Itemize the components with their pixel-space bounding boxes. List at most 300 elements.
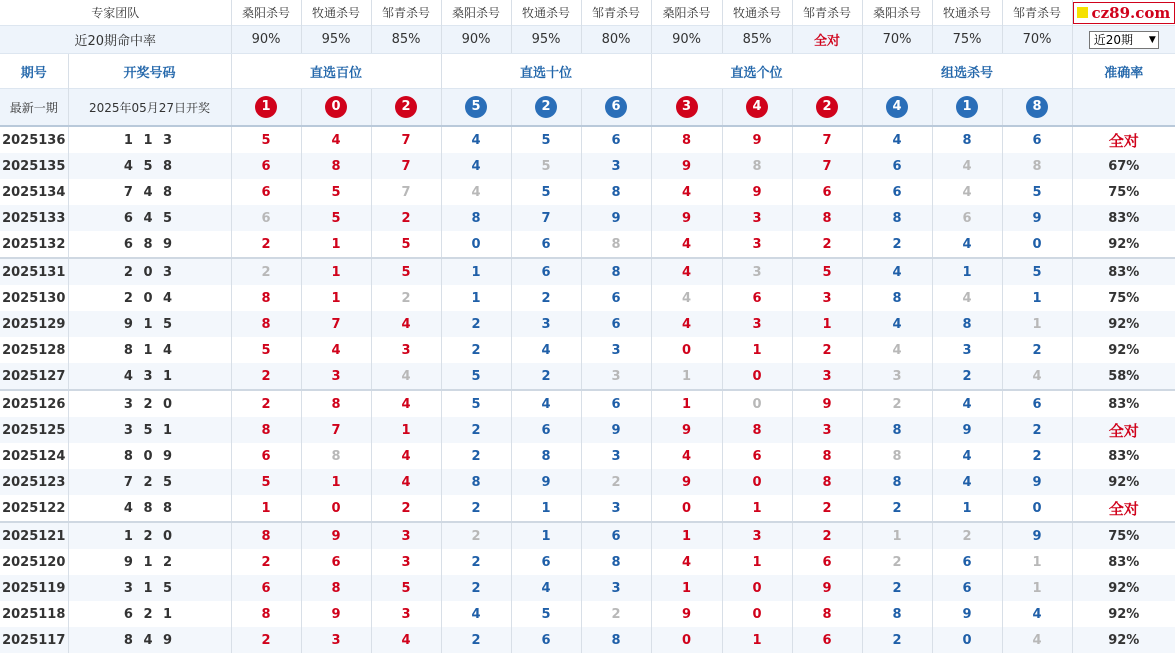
kill-number: 8 (231, 311, 301, 337)
issue-number: 2025126 (0, 390, 68, 417)
draw-numbers: 6 4 5 (68, 205, 231, 231)
expert-name: 牧通杀号 (722, 0, 792, 26)
kill-number: 8 (792, 443, 862, 469)
accuracy-value: 92% (1072, 231, 1175, 258)
hit-rate: 90% (651, 26, 722, 54)
kill-number: 9 (792, 575, 862, 601)
kill-number: 2 (1002, 417, 1072, 443)
kill-number: 4 (932, 153, 1002, 179)
hit-rate: 95% (511, 26, 581, 54)
kill-number: 6 (231, 153, 301, 179)
kill-number: 3 (581, 495, 651, 522)
kill-number: 8 (231, 285, 301, 311)
site-logo[interactable] (1073, 2, 1175, 24)
issue-number: 2025135 (0, 153, 68, 179)
kill-number: 1 (651, 575, 722, 601)
table-row (0, 337, 1175, 363)
kill-number: 1 (651, 390, 722, 417)
kill-number: 5 (371, 231, 441, 258)
kill-number: 9 (792, 390, 862, 417)
table-row (0, 126, 1175, 153)
kill-number: 1 (441, 258, 511, 285)
kill-number: 3 (371, 549, 441, 575)
kill-number: 1 (1002, 285, 1072, 311)
draw-numbers: 7 2 5 (68, 469, 231, 495)
draw-numbers: 6 8 9 (68, 231, 231, 258)
kill-number: 4 (371, 627, 441, 653)
draw-numbers: 8 0 9 (68, 443, 231, 469)
kill-number: 1 (932, 258, 1002, 285)
kill-number: 8 (862, 417, 932, 443)
kill-number: 1 (1002, 311, 1072, 337)
expert-name: 邹青杀号 (371, 0, 441, 26)
kill-number: 0 (722, 363, 792, 390)
latest-ball-cell (231, 89, 301, 127)
kill-number: 5 (441, 363, 511, 390)
kill-number: 3 (792, 417, 862, 443)
kill-number: 2 (1002, 337, 1072, 363)
accuracy-value: 58% (1072, 363, 1175, 390)
kill-number: 4 (651, 258, 722, 285)
kill-number: 1 (651, 363, 722, 390)
kill-number: 8 (581, 179, 651, 205)
expert-name: 邹青杀号 (581, 0, 651, 26)
kill-number: 9 (1002, 469, 1072, 495)
accuracy-value: 83% (1072, 205, 1175, 231)
period-select-cell (1072, 26, 1175, 54)
kill-number: 0 (722, 390, 792, 417)
kill-number: 4 (301, 126, 371, 153)
issue-number: 2025129 (0, 311, 68, 337)
table-row (0, 179, 1175, 205)
accuracy-value: 全对 (1072, 417, 1175, 443)
kill-number: 9 (932, 417, 1002, 443)
accuracy-value: 92% (1072, 601, 1175, 627)
kill-number: 8 (301, 153, 371, 179)
kill-number: 4 (1002, 363, 1072, 390)
kill-number: 8 (862, 205, 932, 231)
kill-number: 1 (651, 522, 722, 549)
number-ball: 2 (816, 96, 838, 118)
kill-number: 4 (301, 337, 371, 363)
kill-number: 6 (581, 126, 651, 153)
hit-rate: 70% (862, 26, 932, 54)
kill-number: 1 (301, 231, 371, 258)
kill-number: 2 (231, 363, 301, 390)
kill-number: 0 (932, 627, 1002, 653)
kill-number: 1 (301, 285, 371, 311)
issue-number: 2025131 (0, 258, 68, 285)
kill-number: 7 (371, 126, 441, 153)
kill-number: 2 (581, 469, 651, 495)
kill-number: 9 (511, 469, 581, 495)
kill-number: 3 (301, 363, 371, 390)
kill-number: 5 (231, 337, 301, 363)
kill-number: 6 (301, 549, 371, 575)
kill-number: 9 (651, 601, 722, 627)
kill-number: 4 (932, 285, 1002, 311)
table-row (0, 285, 1175, 311)
kill-number: 2 (862, 627, 932, 653)
kill-number: 9 (651, 153, 722, 179)
kill-number: 5 (441, 390, 511, 417)
accuracy-value: 75% (1072, 179, 1175, 205)
kill-number: 1 (722, 337, 792, 363)
kill-number: 2 (441, 549, 511, 575)
kill-number: 2 (792, 495, 862, 522)
kill-number: 3 (581, 443, 651, 469)
draw-numbers: 4 5 8 (68, 153, 231, 179)
issue-number: 2025121 (0, 522, 68, 549)
hit-rate-row (0, 26, 1175, 54)
draw-numbers: 7 4 8 (68, 179, 231, 205)
issue-number: 2025120 (2, 554, 66, 570)
accuracy-value: 全对 (1072, 126, 1175, 153)
kill-number: 8 (651, 126, 722, 153)
kill-number: 6 (1002, 126, 1072, 153)
kill-number: 7 (301, 311, 371, 337)
kill-number: 2 (371, 205, 441, 231)
draw-numbers: 1 2 0 (68, 522, 231, 549)
draw-numbers: 3 1 5 (68, 575, 231, 601)
number-ball: 5 (465, 96, 487, 118)
kill-number: 6 (511, 417, 581, 443)
kill-number: 2 (231, 549, 301, 575)
issue-number: 2025136 (2, 132, 66, 148)
hit-rate: 75% (932, 26, 1002, 54)
kill-number: 4 (511, 390, 581, 417)
kill-number: 3 (371, 601, 441, 627)
issue-number: 2025132 (2, 236, 66, 252)
table-row (0, 575, 1175, 601)
kill-number: 8 (581, 549, 651, 575)
kill-number: 5 (371, 258, 441, 285)
kill-number: 2 (932, 363, 1002, 390)
kill-number: 0 (651, 495, 722, 522)
kill-number: 3 (581, 575, 651, 601)
draw-numbers: 9 1 5 (68, 311, 231, 337)
kill-number: 5 (1002, 179, 1072, 205)
number-ball: 3 (676, 96, 698, 118)
kill-number: 8 (862, 443, 932, 469)
header-group-hundreds: 直选百位 (231, 54, 441, 89)
kill-number: 8 (862, 469, 932, 495)
rate-label: 近20期命中率 (0, 26, 231, 54)
kill-number: 2 (862, 390, 932, 417)
kill-number: 6 (932, 205, 1002, 231)
kill-number: 4 (371, 390, 441, 417)
kill-number: 2 (441, 627, 511, 653)
kill-number: 1 (231, 495, 301, 522)
kill-number: 9 (1002, 522, 1072, 549)
kill-number: 2 (862, 549, 932, 575)
number-ball: 4 (746, 96, 768, 118)
kill-number: 4 (932, 231, 1002, 258)
kill-number: 2 (441, 575, 511, 601)
table-row (0, 469, 1175, 495)
issue-number: 2025134 (2, 184, 66, 200)
draw-numbers: 8 1 4 (68, 337, 231, 363)
issue-number: 2025125 (0, 417, 68, 443)
kill-number: 5 (511, 126, 581, 153)
kill-number: 1 (441, 285, 511, 311)
kill-number: 4 (932, 443, 1002, 469)
kill-number: 2 (231, 627, 301, 653)
table-row (0, 601, 1175, 627)
kill-number: 6 (231, 575, 301, 601)
kill-number: 8 (301, 575, 371, 601)
latest-ball-cell (371, 89, 441, 127)
expert-name: 桑阳杀号 (231, 0, 301, 26)
kill-number: 0 (441, 231, 511, 258)
issue-number: 2025124 (2, 448, 66, 464)
expert-name: 桑阳杀号 (651, 0, 722, 26)
kill-number: 2 (441, 417, 511, 443)
kill-number: 8 (792, 205, 862, 231)
table-row (0, 549, 1175, 575)
expert-name: 牧通杀号 (511, 0, 581, 26)
expert-name: 邹青杀号 (1002, 0, 1072, 26)
kill-number: 6 (511, 627, 581, 653)
draw-numbers: 3 5 1 (68, 417, 231, 443)
accuracy-value: 92% (1072, 311, 1175, 337)
kill-number: 1 (722, 627, 792, 653)
issue-number: 2025122 (2, 500, 66, 516)
table-row (0, 231, 1175, 258)
kill-number: 6 (511, 258, 581, 285)
kill-number: 8 (722, 417, 792, 443)
kill-number: 6 (581, 311, 651, 337)
kill-number: 7 (371, 179, 441, 205)
logo-cell[interactable] (1072, 0, 1175, 26)
kill-number: 1 (862, 522, 932, 549)
issue-number: 2025119 (0, 575, 68, 601)
kill-number: 4 (862, 337, 932, 363)
kill-number: 2 (371, 285, 441, 311)
kill-number: 6 (581, 285, 651, 311)
kill-number: 6 (231, 205, 301, 231)
table-row (0, 627, 1175, 653)
chevron-down-icon: ▼ (1148, 34, 1156, 45)
kill-number: 6 (862, 153, 932, 179)
kill-number: 3 (722, 231, 792, 258)
kill-number: 4 (651, 311, 722, 337)
kill-number: 0 (1002, 231, 1072, 258)
kill-number: 9 (1002, 205, 1072, 231)
table-row (0, 258, 1175, 285)
expert-name: 牧通杀号 (301, 0, 371, 26)
logo-square-icon (1077, 7, 1088, 18)
kill-number: 8 (862, 601, 932, 627)
kill-number: 4 (651, 549, 722, 575)
kill-number: 3 (301, 627, 371, 653)
latest-ball-cell (792, 89, 862, 127)
kill-number: 8 (792, 601, 862, 627)
kill-number: 9 (651, 469, 722, 495)
kill-number: 1 (301, 469, 371, 495)
kill-number: 2 (792, 337, 862, 363)
expert-name-row (0, 0, 1175, 26)
kill-number: 4 (862, 311, 932, 337)
kill-number: 3 (722, 522, 792, 549)
kill-number: 1 (722, 549, 792, 575)
number-ball: 1 (956, 96, 978, 118)
kill-number: 6 (722, 443, 792, 469)
kill-number: 2 (441, 337, 511, 363)
kill-number: 1 (722, 495, 792, 522)
kill-number: 8 (581, 231, 651, 258)
issue-number: 2025127 (0, 363, 68, 390)
kill-number: 8 (932, 311, 1002, 337)
kill-number: 2 (932, 522, 1002, 549)
kill-number: 4 (651, 443, 722, 469)
kill-number: 2 (441, 495, 511, 522)
kill-number: 2 (441, 443, 511, 469)
issue-number: 2025130 (2, 290, 66, 306)
latest-ball-cell (722, 89, 792, 127)
kill-number: 2 (581, 601, 651, 627)
kill-number: 2 (511, 363, 581, 390)
kill-number: 3 (722, 205, 792, 231)
kill-number: 8 (231, 601, 301, 627)
kill-number: 3 (932, 337, 1002, 363)
period-select[interactable] (1089, 31, 1159, 49)
kill-number: 8 (792, 469, 862, 495)
kill-number: 4 (371, 311, 441, 337)
kill-number: 9 (581, 417, 651, 443)
latest-accuracy-cell (1072, 89, 1175, 127)
column-header-row (0, 54, 1175, 89)
kill-number: 3 (581, 363, 651, 390)
kill-number: 0 (651, 337, 722, 363)
table-row (0, 495, 1175, 522)
kill-number: 6 (231, 179, 301, 205)
kill-number: 1 (371, 417, 441, 443)
table-row (0, 153, 1175, 179)
kill-number: 4 (441, 126, 511, 153)
kill-number: 7 (301, 417, 371, 443)
kill-number: 4 (441, 179, 511, 205)
kill-number: 3 (371, 522, 441, 549)
kill-number: 4 (511, 575, 581, 601)
issue-number: 2025133 (0, 205, 68, 231)
kill-number: 4 (511, 337, 581, 363)
table-row (0, 363, 1175, 390)
accuracy-value: 92% (1072, 627, 1175, 653)
kill-number: 6 (932, 549, 1002, 575)
kill-number: 6 (1002, 390, 1072, 417)
kill-number: 2 (441, 311, 511, 337)
hit-rate: 95% (301, 26, 371, 54)
kill-number: 1 (301, 258, 371, 285)
kill-number: 8 (441, 469, 511, 495)
kill-number: 1 (511, 495, 581, 522)
number-ball: 4 (886, 96, 908, 118)
expert-name: 牧通杀号 (932, 0, 1002, 26)
draw-numbers: 2 0 4 (68, 285, 231, 311)
kill-number: 7 (792, 153, 862, 179)
kill-number: 4 (1002, 601, 1072, 627)
accuracy-value: 75% (1072, 285, 1175, 311)
kill-number: 6 (511, 231, 581, 258)
kill-number: 4 (371, 363, 441, 390)
kill-number: 4 (862, 258, 932, 285)
header-draw: 开奖号码 (68, 54, 231, 89)
kill-number: 9 (932, 601, 1002, 627)
kill-number: 3 (581, 337, 651, 363)
hit-rate: 70% (1002, 26, 1072, 54)
latest-ball-cell (651, 89, 722, 127)
draw-numbers: 3 2 0 (68, 390, 231, 417)
kill-number: 4 (441, 153, 511, 179)
kill-number: 4 (371, 443, 441, 469)
kill-number: 2 (231, 231, 301, 258)
kill-number: 6 (511, 549, 581, 575)
header-group-units: 直选个位 (651, 54, 862, 89)
kill-number: 8 (862, 285, 932, 311)
draw-numbers: 4 8 8 (68, 495, 231, 522)
kill-number: 2 (792, 522, 862, 549)
kill-number: 8 (581, 627, 651, 653)
kill-number: 1 (792, 311, 862, 337)
kill-number: 9 (651, 205, 722, 231)
latest-ball-cell (581, 89, 651, 127)
kill-number: 1 (932, 495, 1002, 522)
kill-number: 6 (792, 179, 862, 205)
kill-number: 8 (441, 205, 511, 231)
kill-number: 2 (231, 390, 301, 417)
kill-number: 8 (581, 258, 651, 285)
accuracy-value: 83% (1072, 258, 1175, 285)
kill-number: 5 (511, 179, 581, 205)
header-issue: 期号 (0, 54, 68, 89)
expert-name: 邹青杀号 (792, 0, 862, 26)
kill-number: 5 (231, 469, 301, 495)
kill-number: 9 (581, 205, 651, 231)
header-group-tens: 直选十位 (441, 54, 651, 89)
kill-number: 9 (301, 601, 371, 627)
kill-number: 3 (862, 363, 932, 390)
kill-number: 3 (722, 311, 792, 337)
latest-ball-cell (301, 89, 371, 127)
expert-name: 桑阳杀号 (862, 0, 932, 26)
latest-ball-cell (441, 89, 511, 127)
kill-number: 4 (651, 179, 722, 205)
kill-number: 2 (441, 522, 511, 549)
latest-ball-cell (862, 89, 932, 127)
kill-number: 9 (722, 179, 792, 205)
table-row (0, 205, 1175, 231)
accuracy-value: 92% (1072, 575, 1175, 601)
kill-number: 2 (371, 495, 441, 522)
kill-number: 6 (581, 522, 651, 549)
table-row (0, 390, 1175, 417)
header-group-combo: 组选杀号 (862, 54, 1072, 89)
kill-number: 6 (792, 549, 862, 575)
kill-number: 4 (932, 469, 1002, 495)
accuracy-value: 75% (1072, 522, 1175, 549)
table-row (0, 522, 1175, 549)
kill-number: 6 (862, 179, 932, 205)
kill-number: 4 (441, 601, 511, 627)
number-ball: 2 (535, 96, 557, 118)
kill-number: 0 (301, 495, 371, 522)
kill-number: 7 (792, 126, 862, 153)
accuracy-value: 83% (1072, 443, 1175, 469)
draw-numbers: 4 3 1 (68, 363, 231, 390)
logo-text: cz89.com (1091, 3, 1171, 22)
kill-number: 2 (231, 258, 301, 285)
